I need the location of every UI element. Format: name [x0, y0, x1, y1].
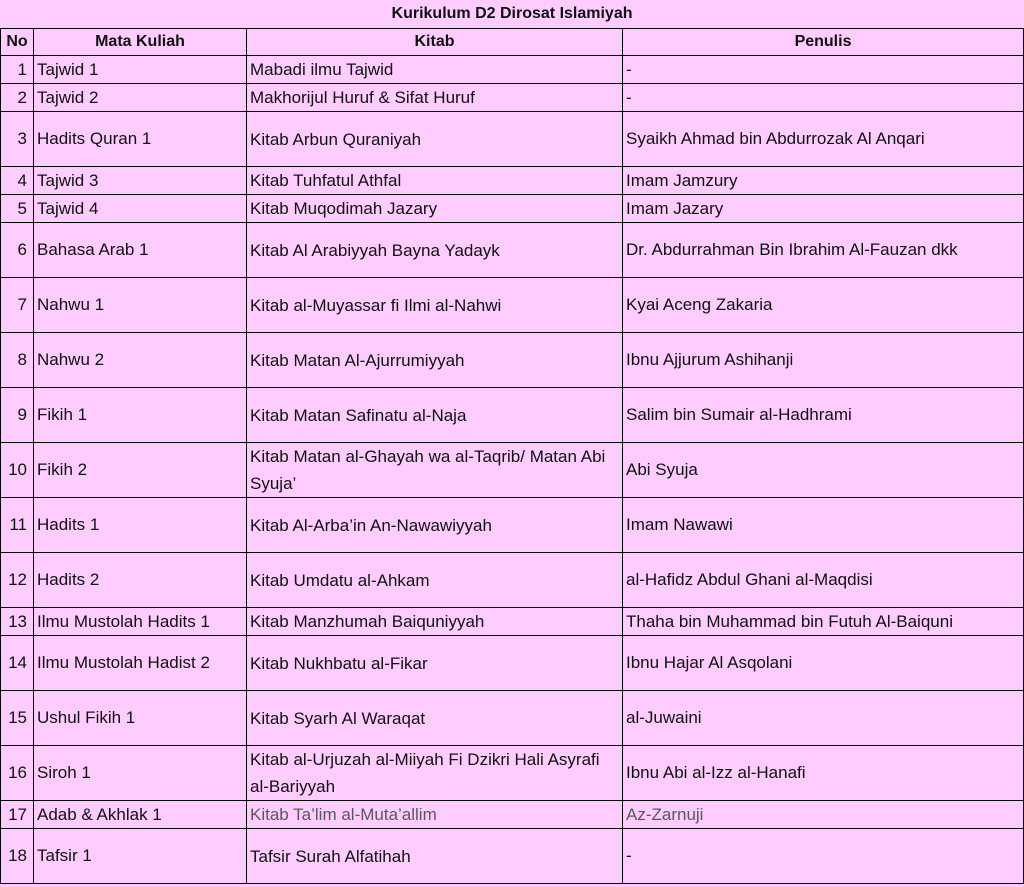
cell-no: 10 [1, 443, 34, 498]
cell-mata-kuliah: Hadits 2 [34, 553, 247, 608]
cell-no: 4 [1, 167, 34, 195]
cell-kitab: Kitab al-Muyassar fi Ilmi al-Nahwi [247, 278, 623, 333]
cell-no: 5 [1, 195, 34, 223]
table-row [1, 801, 1024, 829]
cell-mata-kuliah: Ilmu Mustolah Hadist 2 [34, 636, 247, 691]
cell-no: 9 [1, 388, 34, 443]
cell-penulis: Ibnu Abi al-Izz al-Hanafi [623, 746, 1024, 801]
cell-kitab: Makhorijul Huruf & Sifat Huruf [247, 84, 623, 112]
cell-penulis: Salim bin Sumair al-Hadhrami [623, 388, 1024, 443]
table-row [1, 84, 1024, 112]
cell-no: 14 [1, 636, 34, 691]
cell-mata-kuliah: Ushul Fikih 1 [34, 691, 247, 746]
cell-penulis: - [623, 829, 1024, 884]
cell-penulis: - [623, 56, 1024, 84]
cell-penulis: Imam Nawawi [623, 498, 1024, 553]
table-row [1, 195, 1024, 223]
table-row [1, 56, 1024, 84]
cell-penulis: Imam Jazary [623, 195, 1024, 223]
cell-kitab: Kitab Matan Safinatu al-Naja [247, 388, 623, 443]
cell-penulis: Abi Syuja [623, 443, 1024, 498]
cell-kitab: Kitab al-Urjuzah al-Miiyah Fi Dzikri Hali Asyrafi al-Bariyyah [247, 746, 623, 801]
header-kitab: Kitab [247, 29, 623, 56]
table-title: Kurikulum D2 Dirosat Islamiyah [1, 0, 1024, 29]
cell-kitab: Kitab Tuhfatul Athfal [247, 167, 623, 195]
table-row [1, 278, 1024, 333]
header-row [1, 29, 1024, 56]
cell-no: 2 [1, 84, 34, 112]
cell-mata-kuliah: Siroh 1 [34, 746, 247, 801]
table-row [1, 112, 1024, 167]
cell-no: 16 [1, 746, 34, 801]
cell-penulis: Ibnu Ajjurum Ashihanji [623, 333, 1024, 388]
cell-no: 15 [1, 691, 34, 746]
cell-mata-kuliah: Hadits 1 [34, 498, 247, 553]
table-row [1, 167, 1024, 195]
cell-no: 13 [1, 608, 34, 636]
cell-mata-kuliah: Nahwu 1 [34, 278, 247, 333]
cell-no: 7 [1, 278, 34, 333]
cell-penulis: Imam Jamzury [623, 167, 1024, 195]
header-no: No [1, 29, 34, 56]
cell-mata-kuliah: Adab & Akhlak 1 [34, 801, 247, 829]
cell-penulis: Kyai Aceng Zakaria [623, 278, 1024, 333]
cell-mata-kuliah: Tajwid 2 [34, 84, 247, 112]
cell-kitab: Kitab Ta’lim al-Muta’allim [247, 801, 623, 829]
cell-mata-kuliah: Tajwid 3 [34, 167, 247, 195]
table-row [1, 443, 1024, 498]
cell-mata-kuliah: Hadits Quran 1 [34, 112, 247, 167]
cell-no: 11 [1, 498, 34, 553]
cell-kitab: Kitab Muqodimah Jazary [247, 195, 623, 223]
cell-penulis: Thaha bin Muhammad bin Futuh Al-Baiquni [623, 608, 1024, 636]
cell-mata-kuliah: Bahasa Arab 1 [34, 223, 247, 278]
cell-mata-kuliah: Tajwid 4 [34, 195, 247, 223]
cell-mata-kuliah: Ilmu Mustolah Hadits 1 [34, 608, 247, 636]
cell-no: 17 [1, 801, 34, 829]
cell-kitab: Kitab Al Arabiyyah Bayna Yadayk [247, 223, 623, 278]
cell-penulis: Dr. Abdurrahman Bin Ibrahim Al-Fauzan dkk [623, 223, 1024, 278]
cell-penulis: al-Hafidz Abdul Ghani al-Maqdisi [623, 553, 1024, 608]
cell-no: 18 [1, 829, 34, 884]
cell-no: 8 [1, 333, 34, 388]
table-row [1, 498, 1024, 553]
cell-mata-kuliah: Fikih 2 [34, 443, 247, 498]
table-row [1, 608, 1024, 636]
cell-kitab: Kitab Umdatu al-Ahkam [247, 553, 623, 608]
cell-no: 12 [1, 553, 34, 608]
cell-no: 3 [1, 112, 34, 167]
cell-mata-kuliah: Nahwu 2 [34, 333, 247, 388]
cell-kitab: Kitab Nukhbatu al-Fikar [247, 636, 623, 691]
cell-penulis: Az-Zarnuji [623, 801, 1024, 829]
cell-mata-kuliah: Fikih 1 [34, 388, 247, 443]
cell-kitab: Tafsir Surah Alfatihah [247, 829, 623, 884]
cell-mata-kuliah: Tafsir 1 [34, 829, 247, 884]
cell-penulis: Ibnu Hajar Al Asqolani [623, 636, 1024, 691]
cell-penulis: al-Juwaini [623, 691, 1024, 746]
cell-no: 6 [1, 223, 34, 278]
table-row [1, 223, 1024, 278]
header-mata-kuliah: Mata Kuliah [34, 29, 247, 56]
cell-kitab: Kitab Al-Arba’in An-Nawawiyyah [247, 498, 623, 553]
cell-kitab: Mabadi ilmu Tajwid [247, 56, 623, 84]
table-row [1, 553, 1024, 608]
cell-kitab: Kitab Matan Al-Ajurrumiyyah [247, 333, 623, 388]
cell-kitab: Kitab Syarh Al Waraqat [247, 691, 623, 746]
cell-kitab: Kitab Manzhumah Baiquniyyah [247, 608, 623, 636]
table-row [1, 388, 1024, 443]
cell-penulis: - [623, 84, 1024, 112]
cell-no: 1 [1, 56, 34, 84]
table-row [1, 829, 1024, 884]
title-row [1, 0, 1024, 29]
table-row [1, 636, 1024, 691]
cell-mata-kuliah: Tajwid 1 [34, 56, 247, 84]
table-row [1, 746, 1024, 801]
cell-penulis: Syaikh Ahmad bin Abdurrozak Al Anqari [623, 112, 1024, 167]
cell-kitab: Kitab Matan al-Ghayah wa al-Taqrib/ Matan Abi Syuja’ [247, 443, 623, 498]
header-penulis: Penulis [623, 29, 1024, 56]
table-row [1, 691, 1024, 746]
table-row [1, 333, 1024, 388]
cell-kitab: Kitab Arbun Quraniyah [247, 112, 623, 167]
